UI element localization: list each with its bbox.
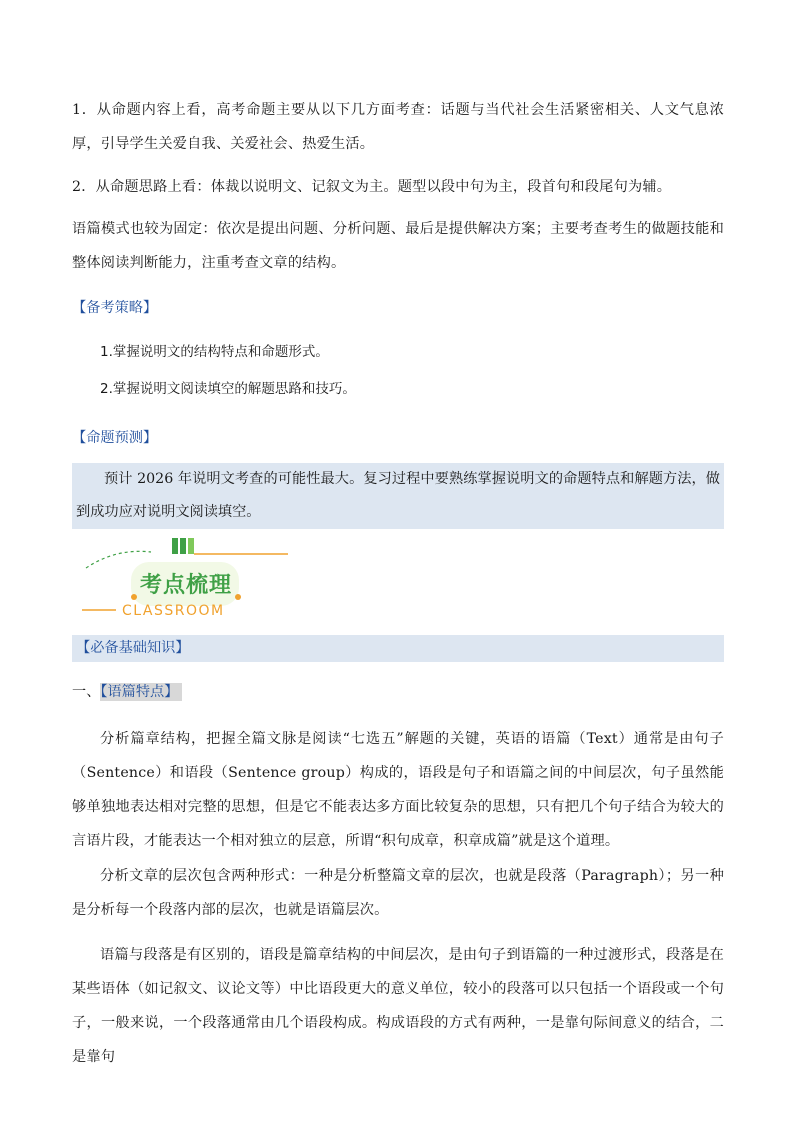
strategy-item-2: 2.掌握说明文阅读填空的解题思路和技巧。 [100, 381, 356, 397]
section1-item2: 2．从命题思路上看：体裁以说明文、记叙文为主。题型以段中句为主，段首句和段尾句为辅。 [72, 179, 672, 195]
prediction-text: 预计 2026 年说明文考查的可能性最大。复习过程中要熟练掌握说明文的命题特点和解题方法，做到成功应对说明文阅读填空。 [76, 471, 720, 520]
features-paragraph-1: 分析篇章结构，把握全篇文脉是阅读“七选五”解题的关键，英语的语篇（Text）通常是由句子（Sentence）和语段（Sentence group）构成的，语段是句子和语篇之间的中间层次，句子虽然能够单独地表达相对完整的思想，但是它不能表达多方面比较复杂的思想，只有把几个句子结合为较大的言语片段，才能表达一个相对独立的层意，所谓“积句成章，积章成篇”就是这个道理。 [72, 731, 724, 849]
features-label: 【语篇特点】 [100, 683, 182, 701]
prediction-box [72, 463, 724, 529]
features-paragraph-2: 分析文章的层次包含两种形式：一种是分析整篇文章的层次，也就是段落（Paragraph）；另一种是分析每一个段落内部的层次，也就是语篇层次。 [72, 868, 724, 918]
section1-mode: 语篇模式也较为固定：依次是提出问题、分析问题、最后是提供解决方案；主要考查考生的做题技能和整体阅读判断能力，注重考查文章的结构。 [72, 221, 724, 271]
basics-bar [72, 635, 724, 662]
strategy-heading: 【备考策略】 [72, 300, 158, 316]
basics-heading: 【必备基础知识】 [76, 640, 190, 656]
logo-subtitle: CLASSROOM [122, 603, 225, 619]
features-paragraph-3: 语篇与段落是有区别的，语段是篇章结构的中间层次，是由句子到语篇的一种过渡形式，段落是在某些语体（如记叙文、议论文等）中比语段更大的意义单位，较小的段落可以只包括一个语段或一个句子，一般来说，一个段落通常由几个语段构成。构成语段的方式有两种，一是靠句际间意义的结合，二是靠句 [72, 947, 724, 1065]
strategy-item-1: 1.掌握说明文的结构特点和命题形式。 [100, 344, 329, 360]
section1-item1: 1．从命题内容上看，高考命题主要从以下几方面考查：话题与当代社会生活紧密相关、人文气息浓厚，引导学生关爱自我、关爱社会、热爱生活。 [72, 102, 724, 152]
features-heading [72, 681, 182, 703]
prediction-heading: 【命题预测】 [72, 430, 158, 446]
logo-title: 考点梳理 [140, 573, 233, 598]
features-prefix: 一、 [72, 684, 101, 700]
